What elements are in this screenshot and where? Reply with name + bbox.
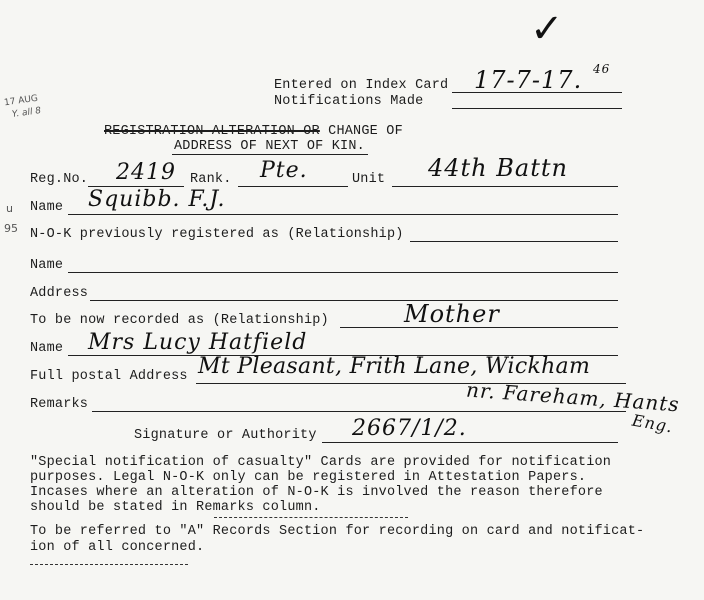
- form-title-underline: [172, 154, 368, 155]
- entered-index-card-label: Entered on Index Card: [274, 78, 449, 93]
- rank-label: Rank.: [190, 172, 232, 187]
- unit-value: 44th Battn: [428, 154, 568, 182]
- remarks-label: Remarks: [30, 397, 89, 412]
- signature-line: [322, 442, 618, 443]
- unit-line: [392, 186, 618, 187]
- margin-stamp-date: 17 AUG: [3, 93, 39, 109]
- nok-previous-label: N-O-K previously registered as (Relationship): [30, 227, 404, 242]
- note-line-1: "Special notification of casualty" Cards are provided for notification: [30, 455, 612, 470]
- referral-line-1: To be referred to "A" Records Section for recording on card and notificat-: [30, 524, 645, 539]
- note-line-4: should be stated in Remarks column.: [30, 500, 321, 515]
- margin-mark-1: u: [6, 202, 13, 215]
- rank-line: [238, 186, 348, 187]
- margin-stamp-initials: Y. all 8: [11, 106, 42, 120]
- previous-name-label: Name: [30, 258, 64, 273]
- form-title-line-2: ADDRESS OF NEXT OF KIN.: [174, 139, 365, 154]
- nok-previous-line: [410, 241, 618, 242]
- note-separator: [214, 517, 408, 518]
- now-name-value: Mrs Lucy Hatfield: [88, 330, 308, 355]
- now-recorded-value: Mother: [404, 300, 500, 328]
- entered-index-card-value: 17-7-17.: [474, 66, 583, 94]
- postal-address-label: Full postal Address: [30, 369, 188, 384]
- previous-name-line: [68, 272, 618, 273]
- now-name-label: Name: [30, 341, 64, 356]
- name-line: [68, 214, 618, 215]
- rank-value: Pte.: [260, 158, 308, 183]
- check-mark-icon: ✓: [530, 6, 565, 52]
- notifications-made-label: Notifications Made: [274, 94, 424, 109]
- postal-address-value-2: nr. Fareham, Hants: [465, 377, 681, 417]
- now-recorded-label: To be now recorded as (Relationship): [30, 313, 329, 328]
- note-line-3: Incases where an alteration of N-O-K is involved the reason therefore: [30, 485, 603, 500]
- reg-no-label: Reg.No.: [30, 172, 89, 187]
- reg-no-value: 2419: [116, 160, 176, 185]
- name-label: Name: [30, 200, 64, 215]
- signature-label: Signature or Authority: [134, 428, 317, 443]
- remarks-line: [92, 411, 626, 412]
- form-title-rest: CHANGE OF: [328, 124, 403, 139]
- form-title-struck: REGISTRATION ALTERATION OR: [104, 124, 320, 139]
- margin-mark-2: 95: [4, 222, 18, 235]
- previous-address-line: [90, 300, 618, 301]
- note-line-2: purposes. Legal N-O-K only can be registered in Attestation Papers.: [30, 470, 587, 485]
- entered-index-card-superscript: 46: [593, 62, 611, 76]
- postal-address-value-1: Mt Pleasant, Frith Lane, Wickham: [198, 354, 591, 379]
- notifications-made-line: [452, 108, 622, 109]
- referral-separator: [30, 564, 188, 565]
- previous-address-label: Address: [30, 286, 89, 301]
- name-value: Squibb. F.J.: [88, 187, 226, 212]
- signature-value: 2667/1/2.: [352, 416, 467, 441]
- form-title-line-1: [104, 124, 403, 139]
- unit-label: Unit: [352, 172, 386, 187]
- postal-address-value-3: Eng.: [630, 410, 675, 437]
- referral-line-2: ion of all concerned.: [30, 540, 205, 555]
